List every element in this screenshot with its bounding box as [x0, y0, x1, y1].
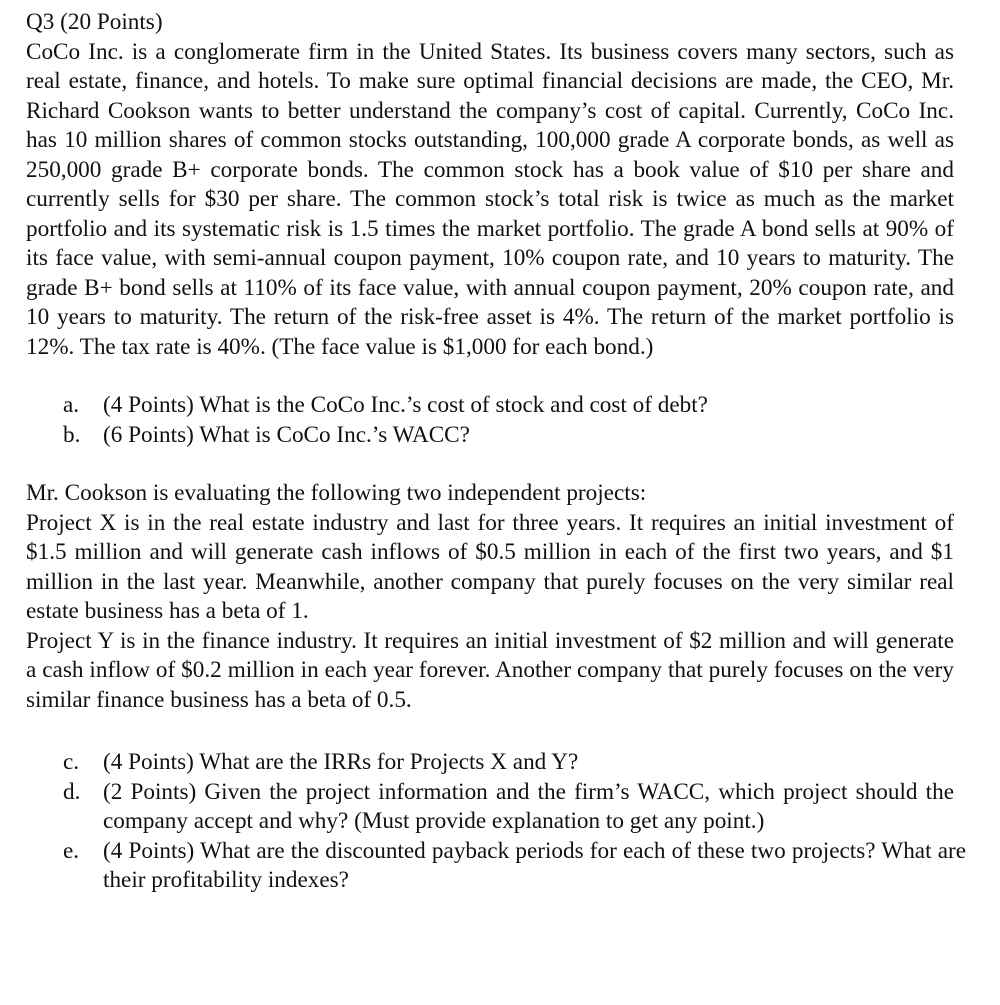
sub-question-c [26, 748, 954, 778]
spacer [26, 362, 954, 391]
question-document [26, 8, 966, 896]
sub-question-marker: e. [63, 837, 80, 864]
project-y-paragraph: Project Y is in the finance industry. It requires an initial investment of $2 million and will generate a cash inflow of $0.2 million in each year forever. Another company that purely focuses on the very similar finance business has a beta of 0.5. [26, 627, 954, 713]
sub-question-text: (4 Points) What is the CoCo Inc.’s cost of stock and cost of debt? [103, 392, 708, 418]
sub-question-d [26, 778, 954, 837]
sub-question-e [26, 837, 966, 896]
sub-question-text: (2 Points) Given the project information and the firm’s WACC, which project should the company accept and why? (Must provide explanation to get any point.) [103, 778, 954, 834]
spacer [26, 450, 954, 479]
sub-question-marker: a. [63, 392, 80, 418]
sub-question-text: (6 Points) What is CoCo Inc.’s WACC? [103, 421, 470, 448]
spacer [26, 715, 954, 748]
projects-intro: Mr. Cookson is evaluating the following two independent projects: [26, 480, 647, 506]
sub-question-marker: c. [63, 749, 80, 775]
sub-question-marker: b. [63, 421, 81, 448]
question-intro-paragraph: CoCo Inc. is a conglomerate firm in the United States. Its business covers many sectors, such as real estate, finance, and hotels. To make sure optimal financial decisions are made, the CEO, Mr. Richard Cookson wants to better understand the company’s cost of capital. Currently, CoCo Inc. has 10 million shares of common stocks outstanding, 100,000 grade A corporate bonds, as well as 250,000 grade B+ corporate bonds. The common stock has a book value of $10 per share and currently sells for $30 per share. The common stock’s total risk is twice as much as the market portfolio and its systematic risk is 1.5 times the market portfolio. The grade A bond sells at 90% of its face value, with semi-annual coupon payment, 10% coupon rate, and 10 years to maturity. The grade B+ bond sells at 110% of its face value, with annual coupon payment, 20% coupon rate, and 10 years to maturity. The return of the risk-free asset is 4%. The return of the market portfolio is 12%. The tax rate is 40%. (The face value is $1,000 for each bond.) [26, 38, 954, 360]
sub-questions-first [26, 391, 954, 450]
question-title: Q3 (20 Points) [26, 9, 163, 35]
sub-question-marker: d. [63, 778, 81, 805]
sub-questions-second [26, 748, 966, 896]
project-x-paragraph: Project X is in the real estate industry and last for three years. It requires an initial investment of $1.5 million and will generate cash inflows of $0.5 million in each of the first two years, and $1 million in the last year. Meanwhile, another company that purely focuses on the very similar real estate business has a beta of 1. [26, 509, 954, 624]
sub-question-a [26, 391, 954, 421]
sub-question-text: (4 Points) What are the discounted payback periods for each of these two projects? What are their profitability indexes? [103, 837, 966, 893]
sub-question-b [26, 421, 954, 451]
sub-question-text: (4 Points) What are the IRRs for Projects X and Y? [103, 749, 579, 775]
